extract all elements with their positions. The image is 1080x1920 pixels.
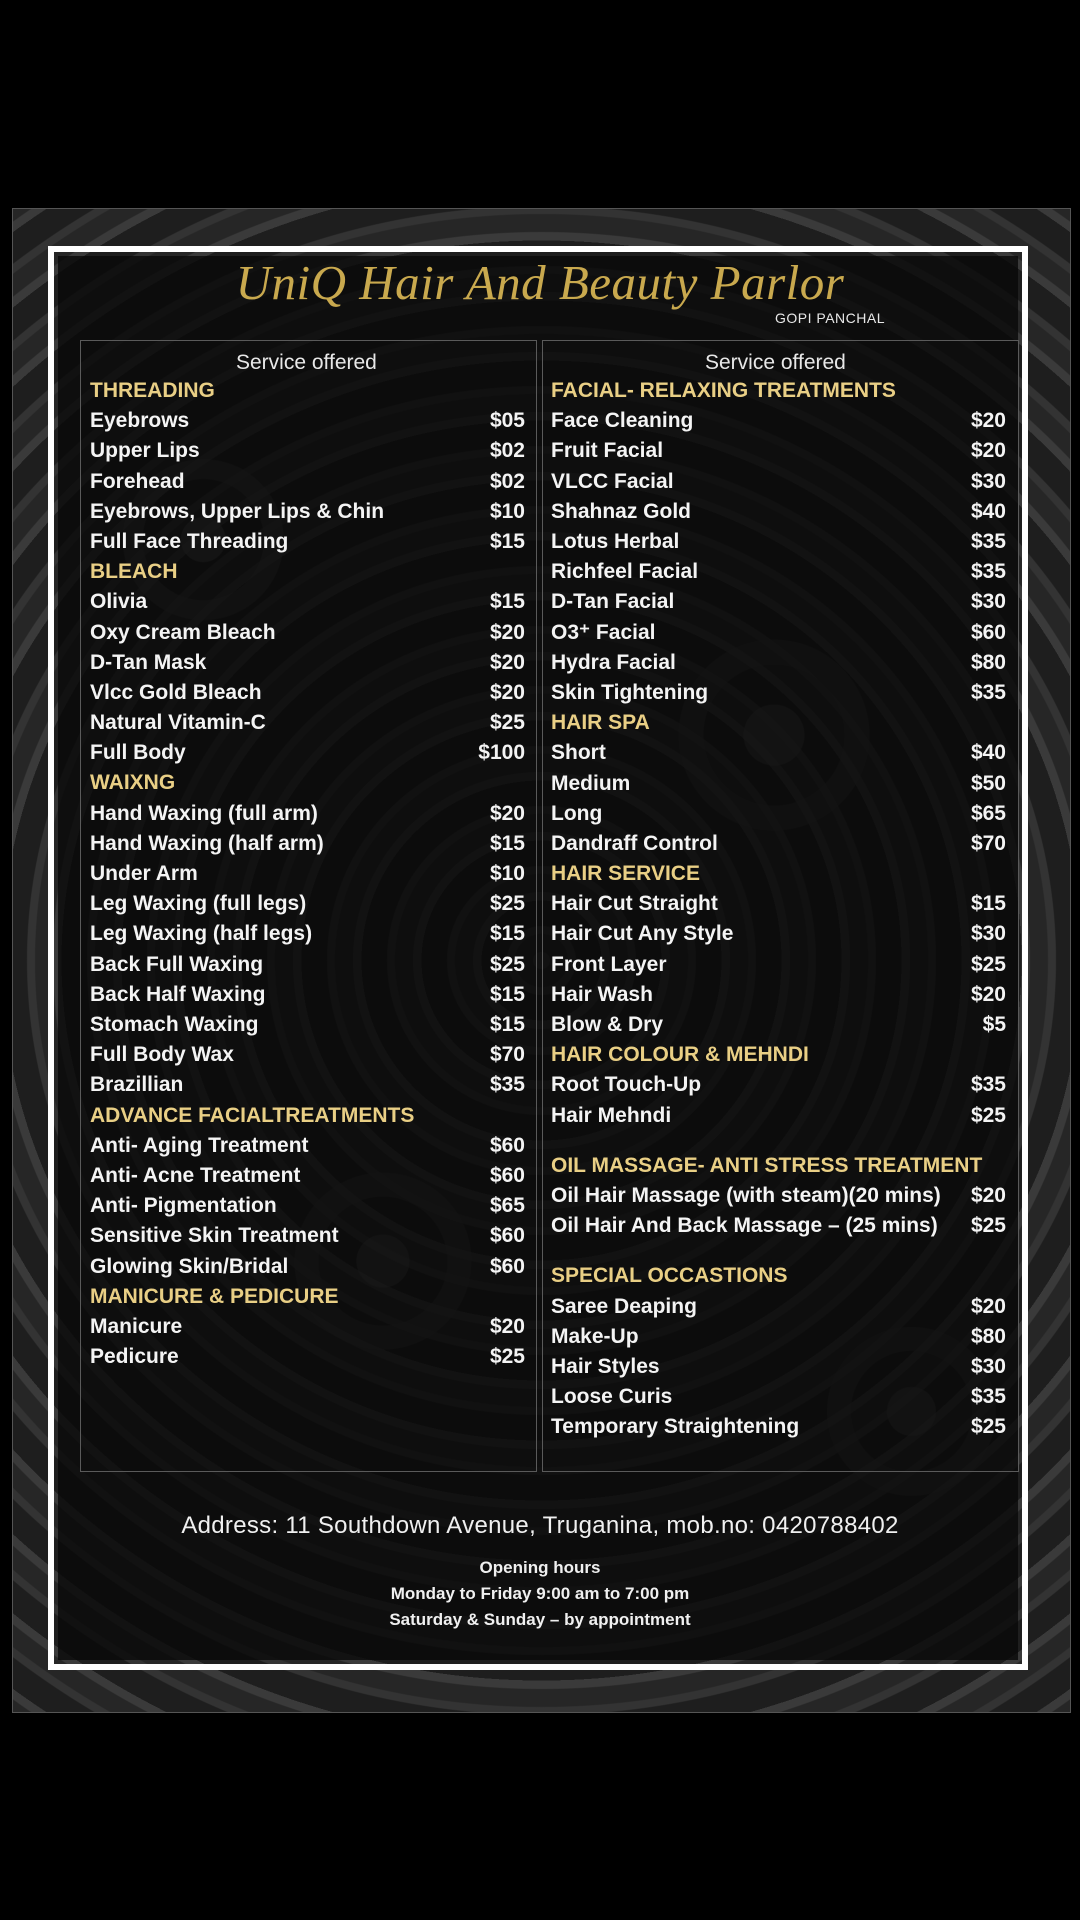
service-row	[551, 1352, 1006, 1382]
service-price: $35	[970, 680, 1006, 704]
section-gap	[551, 1241, 1006, 1261]
service-price: $40	[970, 499, 1006, 523]
service-price: $65	[489, 1194, 525, 1218]
service-name: Hair Styles	[551, 1354, 660, 1378]
service-price: $20	[970, 1183, 1006, 1207]
service-row	[90, 919, 525, 949]
category-threading: THREADING	[90, 379, 215, 402]
service-price: $60	[970, 620, 1006, 644]
service-row	[90, 859, 525, 889]
title-rest: Hair And Beauty Parlor	[359, 255, 845, 310]
section-gap	[551, 1131, 1006, 1151]
weekday-hours: Monday to Friday 9:00 am to 7:00 pm	[390, 1584, 690, 1603]
service-row	[90, 1191, 525, 1221]
service-name: Long	[551, 801, 603, 825]
service-name: Hair Cut Any Style	[551, 922, 734, 946]
service-name: Shahnaz Gold	[551, 499, 692, 523]
service-row	[90, 708, 525, 738]
service-price: $60	[489, 1254, 525, 1278]
service-name: Upper Lips	[90, 439, 200, 463]
service-price: $15	[970, 892, 1006, 916]
service-name: O3⁺ Facial	[551, 621, 656, 645]
service-row	[551, 467, 1006, 497]
service-row	[551, 829, 1006, 859]
service-price: $65	[970, 801, 1006, 825]
service-name: Stomach Waxing	[90, 1013, 259, 1037]
parlor-title	[0, 254, 1080, 311]
service-name: Hand Waxing (half arm)	[90, 831, 324, 855]
service-name: Hair Cut Straight	[551, 892, 718, 916]
service-name: Oil Hair And Back Massage – (25 mins)	[551, 1214, 938, 1238]
service-price: $30	[970, 1354, 1006, 1378]
service-name: Skin Tightening	[551, 680, 709, 704]
service-name: Saree Deaping	[551, 1294, 697, 1318]
service-name: VLCC Facial	[551, 469, 674, 493]
service-row	[90, 1251, 525, 1281]
service-row	[90, 527, 525, 557]
service-name: Anti- Aging Treatment	[90, 1133, 309, 1157]
service-price: $35	[970, 1073, 1006, 1097]
category-special-occasions: SPECIAL OCCASTIONS	[551, 1264, 788, 1288]
service-row	[90, 1040, 525, 1070]
service-name: Brazillian	[90, 1073, 184, 1097]
service-name: Blow & Dry	[551, 1013, 664, 1037]
service-row	[90, 1221, 525, 1251]
service-row	[551, 406, 1006, 436]
service-price: $35	[970, 1385, 1006, 1409]
service-row	[551, 768, 1006, 798]
service-name: Leg Waxing (half legs)	[90, 922, 313, 946]
service-row	[551, 1291, 1006, 1321]
service-row	[90, 467, 525, 497]
service-price: $02	[489, 439, 525, 463]
service-price: $20	[970, 409, 1006, 433]
service-price: $15	[489, 922, 525, 946]
service-row	[551, 527, 1006, 557]
service-row	[90, 587, 525, 617]
service-price: $35	[970, 560, 1006, 584]
service-row	[90, 1131, 525, 1161]
service-price: $20	[489, 650, 525, 674]
service-price: $25	[489, 1345, 525, 1369]
service-name: Vlcc Gold Bleach	[90, 680, 262, 704]
category-oil-massage: OIL MASSAGE- ANTI STRESS TREATMENT	[551, 1153, 983, 1177]
service-price: $15	[489, 982, 525, 1006]
service-name: Sensitive Skin Treatment	[90, 1224, 339, 1248]
service-row	[90, 1312, 525, 1342]
service-name: Medium	[551, 771, 631, 795]
service-row	[551, 648, 1006, 678]
footer	[0, 1512, 1080, 1630]
service-price: $30	[970, 922, 1006, 946]
service-price: $60	[489, 1133, 525, 1157]
service-price: $25	[489, 711, 525, 735]
service-price: $05	[489, 409, 525, 433]
service-name: Glowing Skin/Bridal	[90, 1254, 289, 1278]
category-advance-facial: ADVANCE FACIALTREATMENTS	[90, 1103, 415, 1127]
service-row	[551, 436, 1006, 466]
category-hair-service: HAIR SERVICE	[551, 862, 700, 885]
category-manicure-pedicure: MANICURE & PEDICURE	[90, 1284, 339, 1308]
service-row	[90, 829, 525, 859]
category-waxing: WAIXNG	[90, 771, 176, 795]
service-name: Under Arm	[90, 862, 198, 886]
service-name: Eyebrows	[90, 409, 190, 433]
service-price: $25	[489, 892, 525, 916]
service-name: Hair Wash	[551, 982, 653, 1006]
service-name: Eyebrows, Upper Lips & Chin	[90, 499, 385, 523]
service-price: $40	[970, 741, 1006, 765]
service-price: $20	[489, 801, 525, 825]
service-price: $35	[970, 530, 1006, 554]
service-price: $20	[970, 439, 1006, 463]
service-price: $25	[489, 952, 525, 976]
service-row	[551, 618, 1006, 648]
service-name: D-Tan Mask	[90, 650, 207, 674]
left-column-heading: Service offered	[236, 351, 377, 374]
service-price: $80	[970, 1324, 1006, 1348]
service-price: $60	[489, 1163, 525, 1187]
service-row	[90, 1161, 525, 1191]
service-name: D-Tan Facial	[551, 590, 675, 614]
service-row	[90, 889, 525, 919]
service-price: $70	[489, 1043, 525, 1067]
service-row	[90, 799, 525, 829]
service-row	[90, 738, 525, 768]
service-price: $10	[489, 862, 525, 886]
service-price: $02	[489, 469, 525, 493]
service-row	[551, 950, 1006, 980]
service-price: $20	[970, 1294, 1006, 1318]
service-row	[90, 497, 525, 527]
category-hair-colour-mehndi: HAIR COLOUR & MEHNDI	[551, 1043, 809, 1067]
category-hair-spa: HAIR SPA	[551, 711, 650, 735]
service-price: $20	[970, 982, 1006, 1006]
service-name: Hand Waxing (full arm)	[90, 801, 318, 825]
service-row	[90, 406, 525, 436]
service-name: Temporary Straightening	[551, 1415, 800, 1439]
service-name: Anti- Pigmentation	[90, 1194, 277, 1218]
opening-hours-title: Opening hours	[479, 1558, 601, 1577]
address-line: Address: 11 Southdown Avenue, Truganina, mob.no: 0420788402	[181, 1512, 899, 1539]
service-price: $25	[970, 1214, 1006, 1238]
service-row	[551, 1211, 1006, 1241]
service-name: Manicure	[90, 1314, 183, 1338]
service-price: $25	[970, 952, 1006, 976]
service-row	[551, 1181, 1006, 1211]
service-row	[551, 1322, 1006, 1352]
service-price: $35	[489, 1073, 525, 1097]
service-price: $25	[970, 1415, 1006, 1439]
service-row	[551, 497, 1006, 527]
service-row	[551, 980, 1006, 1010]
service-name: Back Full Waxing	[90, 952, 264, 976]
service-row	[551, 1101, 1006, 1131]
service-name: Natural Vitamin-C	[90, 711, 266, 735]
service-price: $15	[489, 831, 525, 855]
service-name: Richfeel Facial	[551, 560, 699, 584]
service-row	[551, 738, 1006, 768]
service-name: Front Layer	[551, 952, 667, 976]
service-name: Full Body Wax	[90, 1043, 234, 1067]
service-name: Hydra Facial	[551, 650, 676, 674]
service-name: Root Touch-Up	[551, 1073, 702, 1097]
service-name: Back Half Waxing	[90, 982, 266, 1006]
service-price: $20	[489, 620, 525, 644]
service-price: $5	[982, 1013, 1006, 1037]
category-bleach: BLEACH	[90, 560, 178, 584]
service-price: $15	[489, 1013, 525, 1037]
service-row	[90, 1342, 525, 1372]
service-price: $25	[970, 1103, 1006, 1127]
service-row	[551, 889, 1006, 919]
service-price: $20	[489, 680, 525, 704]
service-row	[551, 799, 1006, 829]
service-price: $100	[478, 741, 525, 765]
service-name: Olivia	[90, 590, 148, 614]
service-name: Fruit Facial	[551, 439, 664, 463]
service-price: $20	[489, 1314, 525, 1338]
service-price: $30	[970, 469, 1006, 493]
service-row	[551, 557, 1006, 587]
service-name: Oil Hair Massage (with steam)(20 mins)	[551, 1183, 941, 1207]
service-name: Anti- Acne Treatment	[90, 1163, 301, 1187]
service-price: $80	[970, 650, 1006, 674]
service-row	[90, 436, 525, 466]
service-name: Pedicure	[90, 1345, 179, 1369]
service-name: Forehead	[90, 469, 185, 493]
service-price: $60	[489, 1224, 525, 1248]
service-row	[551, 1412, 1006, 1442]
weekend-hours: Saturday & Sunday – by appointment	[389, 1610, 691, 1629]
service-row	[90, 980, 525, 1010]
service-price: $15	[489, 590, 525, 614]
service-row	[90, 618, 525, 648]
service-name: Full Body	[90, 741, 186, 765]
service-name: Hair Mehndi	[551, 1103, 672, 1127]
right-column	[551, 350, 1006, 1442]
service-row	[90, 1010, 525, 1040]
service-name: Loose Curis	[551, 1385, 673, 1409]
category-facial: FACIAL- RELAXING TREATMENTS	[551, 379, 896, 402]
service-row	[90, 950, 525, 980]
service-row	[551, 1010, 1006, 1040]
service-name: Face Cleaning	[551, 409, 694, 433]
owner-name: GOPI PANCHAL	[775, 310, 885, 326]
title-brand: UniQ	[235, 255, 347, 310]
left-column	[90, 350, 525, 1372]
service-price: $10	[489, 499, 525, 523]
service-row	[551, 1382, 1006, 1412]
service-row	[90, 678, 525, 708]
service-row	[551, 1070, 1006, 1100]
service-name: Lotus Herbal	[551, 530, 680, 554]
service-name: Dandraff Control	[551, 831, 718, 855]
service-name: Leg Waxing (full legs)	[90, 892, 307, 916]
service-name: Full Face Threading	[90, 530, 289, 554]
service-row	[551, 919, 1006, 949]
service-price: $50	[970, 771, 1006, 795]
right-column-heading: Service offered	[705, 351, 846, 374]
service-price: $30	[970, 590, 1006, 614]
service-name: Make-Up	[551, 1324, 639, 1348]
service-price: $70	[970, 831, 1006, 855]
service-name: Short	[551, 741, 606, 765]
service-row	[90, 648, 525, 678]
service-row	[90, 1070, 525, 1100]
service-name: Oxy Cream Bleach	[90, 620, 276, 644]
service-price: $15	[489, 530, 525, 554]
service-row	[551, 678, 1006, 708]
service-row	[551, 587, 1006, 617]
